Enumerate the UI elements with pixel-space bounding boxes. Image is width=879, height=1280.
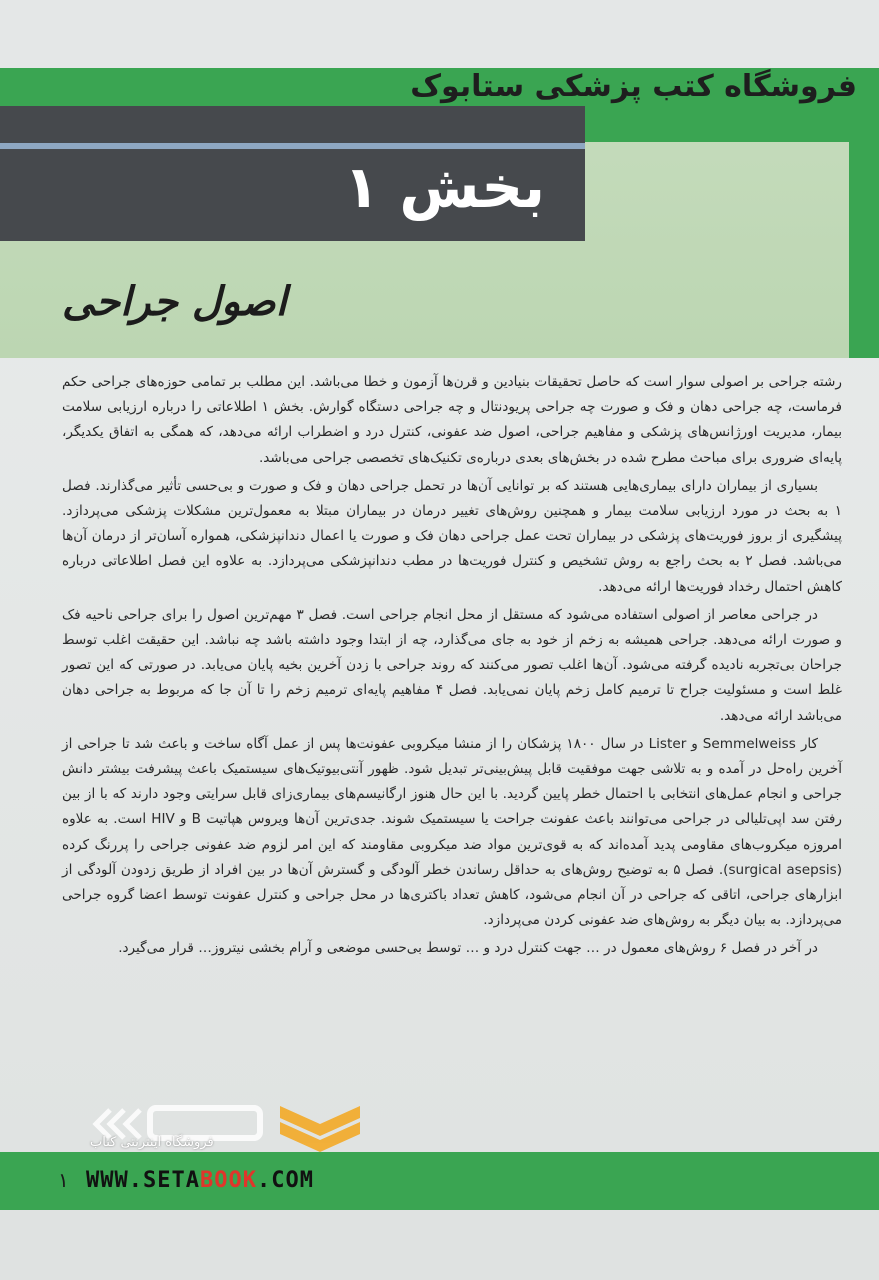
section-accent-line <box>0 143 585 149</box>
right-edge-strip <box>849 68 879 358</box>
paragraph-3: در جراحی معاصر از اصولی استفاده می‌شود که مستقل از محل انجام جراحی است. فصل ۳ مهم‌ترین اصول را برای جراحی ناحیه فک و صورت ارائه می‌دهد. جراحی همیشه به زخم از خود به جای می‌گذارد، چه از ابتدا وجود داشته باشد چه نباشد. این حقیقت اغلب توسط جراحان بی‌تجربه نادیده گرفته می‌شود. آن‌ها اغلب تصور می‌کنند که روند جراحی با زدن آخرین بخیه پایان می‌یابد. در صورتی که این تصور غلط است و مسئولیت جراح تا ترمیم کامل زخم پایان نمی‌یابد. فصل ۴ مفاهیم پایه‌ای ترمیم زخم را تا آن جا که مربوط به جراحی دهان می‌باشد ارائه می‌دهد. <box>62 606 842 724</box>
paragraph-5: در آخر در فصل ۶ روش‌های معمول در … جهت کنترل درد و … توسط بی‌حسی موضعی و آرام بخشی نیتروز… قرار می‌گیرد. <box>118 940 818 957</box>
section-label: بخش ۱ <box>343 153 545 221</box>
store-title: فروشگاه کتب پزشکی ستابوک <box>410 69 857 104</box>
paragraph-1: رشته جراحی بر اصولی سوار است که حاصل تحقیقات بنیادین و قرن‌ها آزمون و خطا می‌باشد. این مطلب بر تمامی حوزه‌های جراحی حکم فرماست، چه جراحی دهان و فک و صورت چه جراحی پریودنتال و چه جراحی دستگاه گوارش. بخش ۱ اطلاعاتی را درباره ارزیابی سلامت بیمار، مدیریت اورژانس‌های پزشکی و مفاهیم جراحی، اصول ضد عفونی، کنترل درد و اضطراب ارائه می‌دهد، که همگی به اتفاق یکدیگر، پایه‌ای ضروری برای مباحث مطرح شده در بخش‌های بعدی درباره‌ی تکنیک‌های تخصصی جراحی می‌باشد. <box>62 374 842 466</box>
body-text <box>62 370 842 965</box>
url-part-3: .COM <box>256 1168 314 1193</box>
watermark-tagline: فروشگاه اینترنتی کتاب <box>90 1135 214 1150</box>
paragraph-2: بسیاری از بیماران دارای بیماری‌هایی هستند که بر توانایی آن‌ها در تحمل جراحی دهان و فک و صورت و بی‌حسی تأثیر می‌گذارند. فصل ۱ به بحث در مورد ارزیابی سلامت بیمار و همچنین روش‌های تغییر درمان در بیماران مبتلا به معمول‌ترین مشکلات پزشکی می‌پردازد. پیشگیری از بروز فوریت‌های پزشکی در بیماران تحت عمل جراحی دهان فک و صورت یا اعمال دندانپزشکی، همواره آسان‌تر از درمان آن‌ها می‌باشد. فصل ۲ به بحث راجع به روش تشخیص و کنترل فوریت‌ها در مطب دندانپزشکی می‌پردازد. به علاوه این فصل اطلاعاتی درباره کاهش احتمال رخداد فوریت‌ها ارائه می‌دهد. <box>62 477 843 595</box>
site-url[interactable] <box>86 1168 314 1193</box>
bottom-margin <box>0 1210 879 1280</box>
part-title: اصول جراحی <box>62 278 287 325</box>
url-part-2: BOOK <box>199 1168 257 1193</box>
section-label-block <box>0 106 585 241</box>
top-margin <box>0 0 879 68</box>
paragraph-4: کار Semmelweiss و Lister در سال ۱۸۰۰ پزشکان را از منشا میکروبی عفونت‌ها پس از عمل آگاه ساخت و باعث شد تا جراحی از آخرین راه‌حل در آمده و به تلاشی جهت موفقیت قابل پیش‌بینی‌تر تبدیل شود. ظهور آنتی‌بیوتیک‌های سیستمیک باعث پیشرفت بیشتر دانش جراحی و انجام عمل‌های انتخابی با احتمال خطر پایین گردید. با این حال هنوز ارگانیسم‌های بیماری‌زای قابل سرایتی وجود دارند که با از بین رفتن سد اپی‌تلیالی در جراحی می‌توانند باعث عفونت جراحت یا سیستمیک شوند. جدی‌ترین آن‌ها ویروس هپاتیت B و HIV است. به علاوه امروزه میکروب‌های مقاومی پدید آمده‌اند که به قوی‌ترین مواد ضد میکروبی مقاومند که این امر لزوم ضد عفونی جراحی را پررنگ کرده (surgical asepsis). فصل ۵ به توضیح روش‌های به حداقل رساندن خطر آلودگی و گسترش آن‌ها در بین افراد از طریق زدودن آلودگی از ابزارهای جراحی، اتاقی که جراحی در آن انجام می‌شود، کاهش تعداد باکتری‌ها در محل جراحی و کنترل عفونت توسط اعضا گروه جراحی می‌پردازد. به بیان دیگر به روش‌های ضد عفونی کردن می‌پردازد. <box>62 735 842 929</box>
page-number: ۱ <box>58 1168 69 1192</box>
url-part-1: WWW.SETA <box>86 1168 200 1193</box>
